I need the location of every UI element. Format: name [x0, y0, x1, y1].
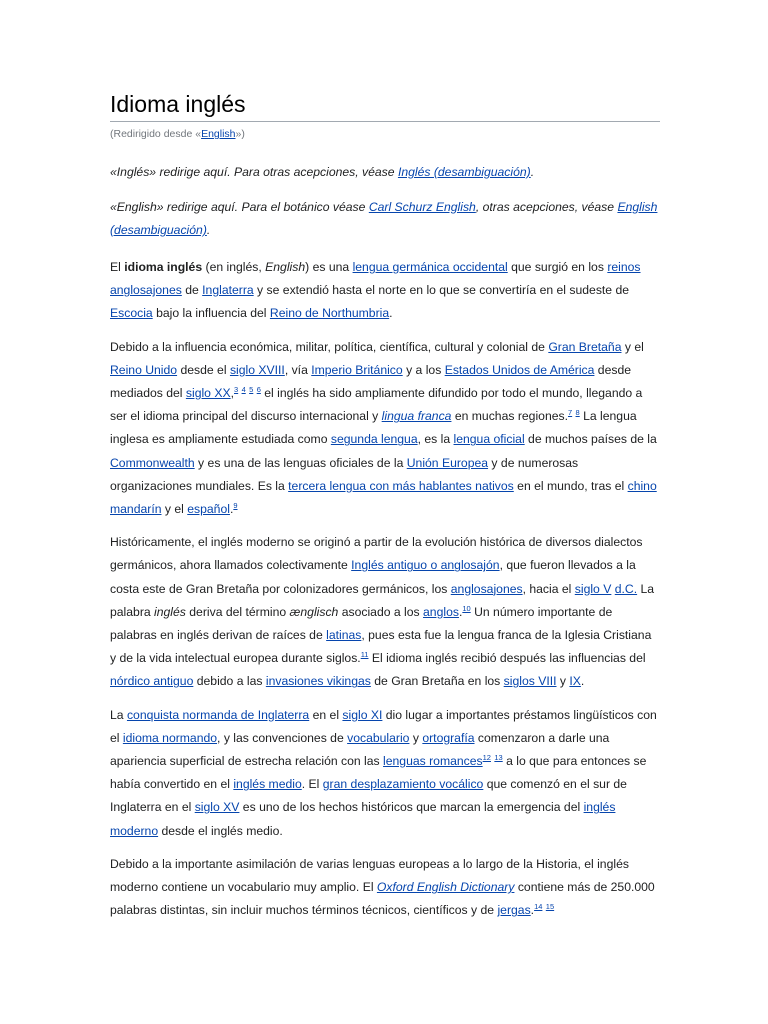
citation-link[interactable]: 5	[249, 385, 254, 395]
wiki-link[interactable]: Reino Unido	[110, 362, 178, 377]
title-divider	[110, 121, 660, 122]
text-run: y el	[621, 339, 644, 354]
wiki-link[interactable]: Gran Bretaña	[548, 339, 622, 354]
paragraph	[110, 853, 660, 923]
text-run: comenzaron a darle una apariencia superficial de estrecha relación con las	[110, 730, 610, 769]
text-run: y es una de las lenguas oficiales de la	[194, 455, 407, 470]
text-run: deriva del término	[185, 604, 290, 619]
wiki-link[interactable]: siglo XVIII	[229, 362, 285, 377]
wiki-link[interactable]: Inglés antiguo o anglosajón	[351, 558, 500, 573]
citation-link[interactable]: 11	[360, 650, 369, 660]
text-run: «Inglés» redirige aquí. Para otras acepciones, véase	[110, 165, 398, 179]
text-run: y el	[161, 502, 188, 517]
text-run: dio lugar a importantes préstamos lingüísticos con el	[110, 707, 657, 745]
wiki-link[interactable]: lenguas romances	[383, 754, 483, 769]
text-run: en muchas regiones.	[451, 409, 568, 424]
redirect-suffix: »)	[235, 128, 245, 140]
wiki-link[interactable]: Unión Europea	[406, 455, 489, 470]
text-run: .	[458, 604, 463, 619]
text-run: , es la	[417, 432, 454, 447]
text-run: El	[110, 260, 125, 274]
citation-ref	[233, 501, 237, 510]
text-run: y de numerosas organizaciones mundiales. Es la	[110, 455, 579, 493]
wiki-link[interactable]: idioma normando	[122, 730, 218, 745]
text-run: La palabra	[110, 581, 655, 619]
paragraph	[110, 256, 660, 326]
text-run: .	[530, 903, 535, 918]
text-run: «English» redirige aquí. Para el botánico véase	[110, 200, 369, 214]
text-run: de	[181, 283, 203, 298]
wiki-link[interactable]: siglos VIII	[503, 674, 557, 689]
hatnote	[110, 161, 660, 184]
italic-term: English	[265, 260, 306, 274]
text-run: y a los	[402, 362, 445, 377]
wiki-link-italic[interactable]: lingua franca	[381, 409, 452, 424]
citation-ref	[483, 753, 491, 762]
text-run: Debido a la importante asimilación de varias lenguas europeas a lo largo de la Historia, el inglés moderno contiene un vocabulario muy amplio. El	[110, 856, 629, 895]
wiki-link[interactable]: siglo XX	[185, 386, 231, 401]
text-run: Debido a la influencia económica, militar, política, científica, cultural y colonial de	[110, 339, 549, 354]
text-run: .	[389, 306, 393, 321]
wiki-link[interactable]: Commonwealth	[110, 455, 195, 470]
text-run: a lo que para entonces se había convertido en el	[110, 754, 647, 792]
text-run: contiene más de 250.000 palabras distintas, sin incluir muchos términos técnicos, científicos y de	[110, 880, 655, 918]
wiki-link[interactable]: ortografía	[422, 730, 475, 745]
text-run: .	[229, 502, 234, 517]
text-run: de muchos países de la	[524, 432, 657, 447]
text-run: es uno de los hechos históricos que marcan la emergencia del	[239, 800, 584, 815]
wiki-link[interactable]: siglo XI	[342, 707, 383, 722]
citation-link[interactable]: 12	[482, 753, 491, 763]
text-run: . El	[301, 777, 323, 792]
text-run: ) es una	[305, 260, 353, 274]
text-run: el inglés ha sido ampliamente difundido por todo el mundo, llegando a ser el idioma principal del discurso internacional y	[110, 386, 643, 424]
wiki-link[interactable]: siglo V	[574, 581, 612, 596]
wiki-link[interactable]: segunda lengua	[330, 432, 418, 447]
text-run: que comenzó en el sur de Inglaterra en el	[110, 777, 627, 815]
wiki-link[interactable]: siglo XV	[194, 800, 240, 815]
wiki-link[interactable]: d.C.	[614, 581, 638, 596]
text-run: La	[110, 707, 127, 722]
citation-link[interactable]: 3	[234, 385, 239, 395]
citation-link[interactable]: 8	[575, 408, 580, 418]
text-run: (en inglés,	[202, 260, 266, 274]
hatnotes	[110, 161, 660, 242]
text-run: desde mediados del	[110, 362, 631, 401]
text-run: ,	[230, 386, 234, 401]
wiki-link[interactable]: reinos anglosajones	[110, 260, 641, 298]
wiki-link-italic[interactable]: Oxford English Dictionary	[376, 880, 515, 895]
text-run: de Gran Bretaña en los	[370, 674, 504, 689]
wiki-link[interactable]: lengua oficial	[453, 432, 525, 447]
redirect-prefix: (Redirigido desde «	[110, 128, 202, 140]
text-run: que surgió en los	[507, 260, 608, 274]
bold-term: idioma inglés	[124, 260, 203, 274]
text-run: .	[530, 165, 535, 179]
citation-link[interactable]: 9	[233, 501, 238, 511]
text-run: Un número importante de palabras en inglés derivan de raíces de	[110, 604, 613, 643]
text-run: bajo la influencia del	[152, 306, 270, 321]
paragraph	[110, 704, 660, 843]
wiki-link[interactable]: tercera lengua con más hablantes nativos	[288, 478, 514, 493]
italic-term: inglés	[154, 604, 186, 619]
wiki-link[interactable]: inglés medio	[233, 777, 302, 792]
citation-ref	[546, 902, 554, 911]
wiki-link[interactable]: Imperio Británico	[311, 362, 403, 377]
wiki-link[interactable]: vocabulario	[347, 730, 410, 745]
citation-link[interactable]: 7	[567, 408, 573, 418]
citation-link[interactable]: 13	[494, 753, 503, 763]
citation-link[interactable]: 10	[462, 603, 471, 613]
wiki-link[interactable]: English (desambiguación)	[110, 200, 658, 237]
text-run: debido a las	[193, 674, 266, 689]
text-run: El idioma inglés recibió después las influencias del	[368, 651, 646, 666]
text-run: , que fueron llevados a la costa este de Gran Bretaña por colonizadores germánicos, los	[110, 558, 636, 596]
wiki-link[interactable]: jergas	[497, 903, 531, 918]
text-run: , vía	[284, 362, 312, 377]
text-run: , otras acepciones, véase	[475, 200, 618, 214]
text-run: .	[580, 674, 585, 689]
italic-term: ænglisch	[289, 604, 339, 619]
wiki-link[interactable]: Carl Schurz English	[368, 200, 476, 214]
wiki-link[interactable]: conquista normanda de Inglaterra	[126, 707, 310, 722]
hatnote	[110, 196, 660, 242]
wiki-link[interactable]: español	[187, 502, 230, 517]
text-run: y se extendió hasta el norte en lo que se convertiría en el sudeste de	[253, 283, 630, 298]
wiki-link[interactable]: anglosajones	[450, 581, 523, 596]
text-run: y	[409, 730, 423, 745]
wiki-link[interactable]: anglos	[423, 604, 459, 619]
paragraph	[110, 336, 660, 522]
wiki-link[interactable]: gran desplazamiento vocálico	[322, 777, 484, 792]
wiki-link[interactable]: lengua germánica occidental	[352, 260, 508, 274]
text-run: en el mundo, tras el	[513, 478, 628, 493]
citation-link[interactable]: 6	[256, 385, 261, 395]
wiki-link[interactable]: chino mandarín	[110, 478, 657, 517]
text-run: y	[556, 674, 570, 689]
text-run: La lengua inglesa es ampliamente estudiada como	[110, 409, 637, 447]
wiki-link[interactable]: inglés moderno	[110, 800, 616, 838]
citation-ref	[494, 753, 502, 762]
redirect-link[interactable]: English	[201, 128, 236, 140]
text-run: en el	[309, 707, 343, 722]
text-run: , y las convenciones de	[217, 730, 348, 745]
citation-link[interactable]: 15	[545, 902, 555, 912]
wiki-link[interactable]: Escocia	[110, 306, 153, 321]
text-run: , pues esta fue la lengua franca de la Iglesia Cristiana y de la vida intelectual europea durante siglos.	[110, 628, 652, 666]
wiki-link[interactable]: Inglaterra	[202, 283, 254, 298]
text-run: desde el inglés medio.	[158, 823, 283, 838]
article-body	[110, 256, 660, 922]
text-run: asociado a los	[338, 604, 424, 619]
redirect-notice	[110, 126, 660, 142]
wiki-link[interactable]: Reino de Northumbria	[269, 306, 390, 321]
text-run: , hacia el	[522, 581, 575, 596]
wiki-link[interactable]: IX	[569, 674, 581, 689]
wiki-link[interactable]: nórdico antiguo	[110, 674, 194, 689]
text-run: Históricamente, el inglés moderno se originó a partir de la evolución histórica de diversos dialectos germánicos, ahora llamados colectivamente	[110, 535, 643, 573]
paragraph	[110, 531, 660, 693]
wiki-link[interactable]: Estados Unidos de América	[444, 362, 595, 377]
text-run: .	[206, 223, 211, 237]
wiki-link[interactable]: latinas	[326, 628, 362, 643]
text-run: desde el	[177, 362, 230, 377]
article	[110, 88, 660, 922]
wiki-link[interactable]: Inglés (desambiguación)	[397, 165, 531, 179]
wiki-link[interactable]: invasiones vikingas	[265, 674, 371, 689]
page-title: Idioma inglés	[110, 91, 246, 117]
citation-link[interactable]: 4	[241, 385, 246, 395]
citation-link[interactable]: 14	[534, 902, 543, 912]
citation-ref	[462, 604, 470, 613]
